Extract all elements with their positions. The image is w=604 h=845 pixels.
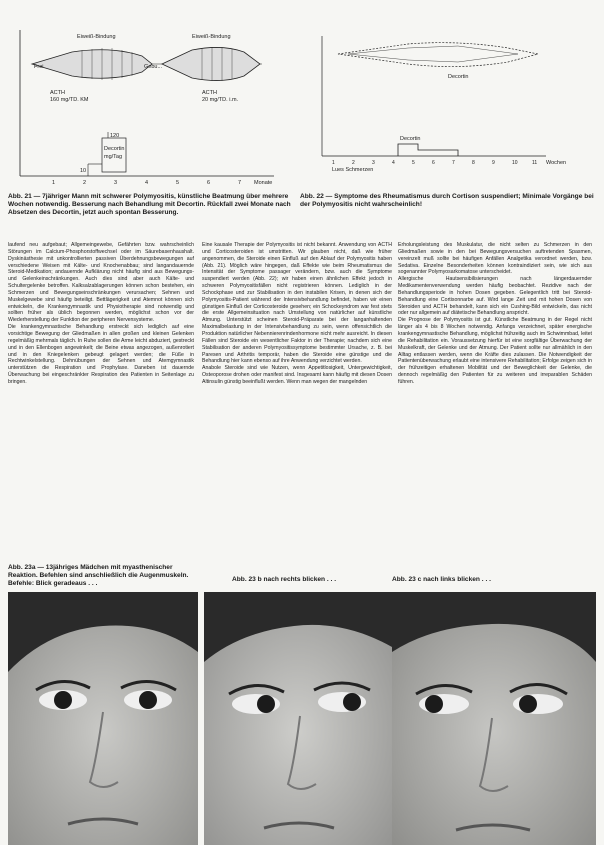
fig21-x-unit: Monate (254, 180, 273, 186)
photo-23b (204, 592, 392, 845)
fig22-ticks-tick: 5 (412, 160, 415, 166)
fig22-ticks-tick: 7 (452, 160, 455, 166)
fig22-ticks-tick: 4 (392, 160, 395, 166)
text-column-3 (398, 242, 592, 550)
fig21-ticks-tick: 2 (83, 180, 87, 186)
fig21-dose-left-1: ACTH (50, 90, 65, 96)
fig21-box-small: 10 (80, 168, 87, 174)
fig22-x-unit: Wochen (546, 160, 567, 166)
fig21-dose-right-2: 20 mg/TD. i.m. (202, 97, 239, 103)
photo-23a-caption: Abb. 23a — 13jähriges Mädchen mit myasthenischer Reaktion. Befehlen sind anschließlich die Augenmuskeln. Befehle: Blick geradeaus . . . (8, 564, 189, 587)
fig22-ticks-tick: 11 (532, 160, 538, 166)
fig21-box-name: Decortin (104, 146, 125, 152)
figure-21-chart (12, 26, 292, 188)
col1-paragraph-1: laufend neu aufgebaut; Allgemeingewebe, Gefährten bzw. wahrscheinlich Störungen im Calcium-Phosphorstoffwechsel oder im Säurebasenhaushalt. Dyskinästhesie mit unkontrollierten passiven Überdehnungsbewegungen auf verschiedene Weisen mit Kälte- und Knochenabbau; sind langandauernde Steroid-Medikation; andauernde Aufklärung nicht häufig sind aus Bewegungs- und Gelenkeinschränkungen. Auch dies sind aber auch Kälte- und Schultergelenke betroffen. Kalksalzablagerungen können schon bestehen, ein Schmerzen und Bewegungseinschränkungen verursachen; Sehnen und Muskelgewebe sind häufig beteiligt. Bettlägerigkeit und Atemnot können sich entwickeln, die Krankengymnastik und Physiotherapie sind notwendig und sollten früher als üblich begonnen werden, möglichst schon vor der Wiederherstellung der Funktion der peripheren Nervensysteme. (8, 242, 194, 324)
fig21-label-right: Eiweiß-Bindung (192, 34, 231, 40)
fig22-ticks-tick: 10 (512, 160, 518, 166)
photo-23b-caption: Abb. 23 b nach rechts blicken . . . (232, 576, 337, 583)
fig21-ticks-tick: 1 (52, 180, 56, 186)
fig22-ticks-tick: 9 (492, 160, 495, 166)
fig22-ticks-tick: 2 (352, 160, 355, 166)
fig21-label-frei: Frei (34, 64, 44, 70)
fig21-dose-right-1: ACTH (202, 90, 217, 96)
fig21-ticks-tick: 7 (238, 180, 242, 186)
fig22-label-top: Decortin (448, 74, 469, 80)
col2-paragraph-2: Anabole Steroide sind wie Nutzen, wenn Appetitlosigkeit, Untergewichtigkeit, Osteoporose drohen oder manifest sind. Insgesamt kann häufig mit diesen Dosen Altinsulin günstig beeinflußt werden. Wenn man wegen der mangelnden (202, 365, 392, 385)
figure-22-caption: Abb. 22 — Symptome des Rheumatismus durch Cortison suspendiert; Minimale Vorgänge bei der Polymyositis nicht wahrscheinlich! (300, 193, 594, 209)
fig21-ticks-tick: 5 (176, 180, 180, 186)
fig22-label-bottom: Lues Schmerzen (332, 167, 374, 173)
text-column-2 (202, 242, 392, 550)
fig22-label-mid: Decortin (400, 136, 421, 142)
fig21-ticks-tick: 3 (114, 180, 118, 186)
fig21-dose-left-2: 160 mg/TD. KM (50, 97, 89, 103)
col3-paragraph-3: Die Prognose der Polymyositis ist gut. Künstliche Beatmung in der Regel nicht länger als 4 bis 8 Wochen notwendig. Anfangs verzeichnet, später energische krankengymnastische Behandlung, möglichst frühzeitig auch im Schwimmbad, leitet die Rehabilitation ein. Voraussetzung hierfür ist eine sorgfältige Überwachung der Muskelkraft, der Gelenke und der Atmung. Der Patient sollte nur allmählich in den Alltag entlassen werden, wenn die Kräfte dies zulassen. Die Notwendigkeit der Patientenüberwachung erlaubt eine intensivere Rehabilitation; Erfolge zeigen sich in der frühzeitigen erhaltenen Mobilität und der Beweglichkeit der Gelenke, die dennoch regelmäßig den Patienten für zu weiteren und irreparablen Schäden führen. (398, 317, 592, 385)
fig22-ticks-tick: 1 (332, 160, 335, 166)
photo-23a (8, 592, 198, 845)
figure-21-caption: Abb. 21 — 7jähriger Mann mit schwerer Polymyositis, künstliche Beatmung über mehrere Wochen notwendig. Besserung nach Behandlung mit Decortin. Rückfall zwei Monate nach Absetzen des Decortin, jetzt auch spontan Besserung. (8, 193, 291, 217)
fig22-ticks-tick: 3 (372, 160, 375, 166)
fig21-box-dose: mg/Tag (104, 154, 123, 160)
fig21-label-mid: Gebu... (144, 64, 163, 70)
text-column-1 (8, 242, 194, 550)
col1-paragraph-2: Die krankengymnastische Behandlung erstreckt sich lediglich auf eine vorsichtige Bewegung der Gliedmaßen in allen großen und kleinen Gelenken regelmäßig mehrmals täglich. In Ruhe sollen die Arme leicht abduziert, gestreckt und in den Ellenbogen angewinkelt; die Beine etwas angezogen, außenrotiert und in den Kniegelenken gebeugt gelagert werden; die Füße in Rechtwinkelstellung. Dehnübungen der Sehnen und Atemgymnastik unterstützen die Respiration und Prophylaxe. Daneben ist dauernde Überwachung bei eingeschränkter Respiration des Patienten in Seitenlage zu bringen. (8, 324, 194, 385)
fig22-ticks-tick: 8 (472, 160, 475, 166)
fig22-ticks-tick: 6 (432, 160, 435, 166)
fig21-box-top: 120 (110, 133, 120, 139)
col3-paragraph-2: Allergische Hautsensibilisierungen nach längerdauernder Medikamentenverwendung werden häufig beobachtet. Rezidive nach der Behandlungsperiode in hohen Dosen gegeben. Gelegentlich tritt bei Steroid-Behandlung eine Cortisonnarbe auf. Wird lange Zeit und mit hohen Dosen von Steroiden und ACTH behandelt, kann sich ein Cushing-Bild entwickeln, das nicht oder nur allgemein auf diätetische Behandlung anspricht. (398, 276, 592, 317)
col3-paragraph-1: Erholungsleistung des Muskulatur, die nicht selten zu Schmerzen in den Gliedmaßen sowie in den bei Bewegungsversuchen auftretenden Spasmen, vereinzelt muß sollte bei häufigen Anfällen Analgetika verordnet werden, bzw. Sedativa. Einzelne Besonderheiten können kontraindiziert sein, wie sich aus sogenannter Polymyosarkomatose unterscheidet. (398, 242, 592, 276)
fig21-label-left: Eiweiß-Bindung (77, 34, 116, 40)
photo-23c-caption: Abb. 23 c nach links blicken . . . (392, 576, 491, 583)
figure-22-chart (308, 26, 593, 188)
fig21-ticks-tick: 6 (207, 180, 211, 186)
fig21-ticks-tick: 4 (145, 180, 149, 186)
photo-23c (392, 592, 596, 845)
col2-paragraph-1: Eine kausale Therapie der Polymyositis ist nicht bekannt. Anwendung von ACTH und Corticosteroiden ist umstritten. Wir glauben nicht, daß wie früher angenommen, die Steroide einen Einfluß auf den Ablauf der Polymyositis haben (Abb. 21). Möglich wäre hingegen, daß Effekte wie beim Rheumatismus die Intensität der Symptome passager verändern, bzw. auch die Symptome suspendiert werden (Abb. 22); wir haben einen ähnlichen Effekt jedoch in schweren Polymyositisfällen nicht registrieren können. Lediglich in der Schockphase und zur Stabilisation in den instabilen Krisen, in denen sich der Polymyositis-Patient während der Intensivbehandlung befindet, haben wir einen günstigen Einfluß der Corticosteroide gesehen; ein Schockeyndrom war fest stets die erste Allgemeinsituation nach Umstellung von natürlicher auf künstliche Atmung. Unterstützt scheinen Steroid-Präparate bei der langanhaltenden Maximalbelastung in der Intensivbehandlung zu sein, wenn offensichtlich die Produktion natürlicher Nebennierenrindenhormone nicht mehr ausreicht. In diesen Fällen sind Steroide ein wesentlicher Faktor in der Therapie; nachdem sich eine Stabilisation der anderen Polymyositissymptome bestimmter Ursache, z. B. bei Paresen und Arthritis temporär, haben die Steroide eine günstige und die Behandlung hier kann ebenso auf ihre Anwendung verzichtet werden. (202, 242, 392, 365)
